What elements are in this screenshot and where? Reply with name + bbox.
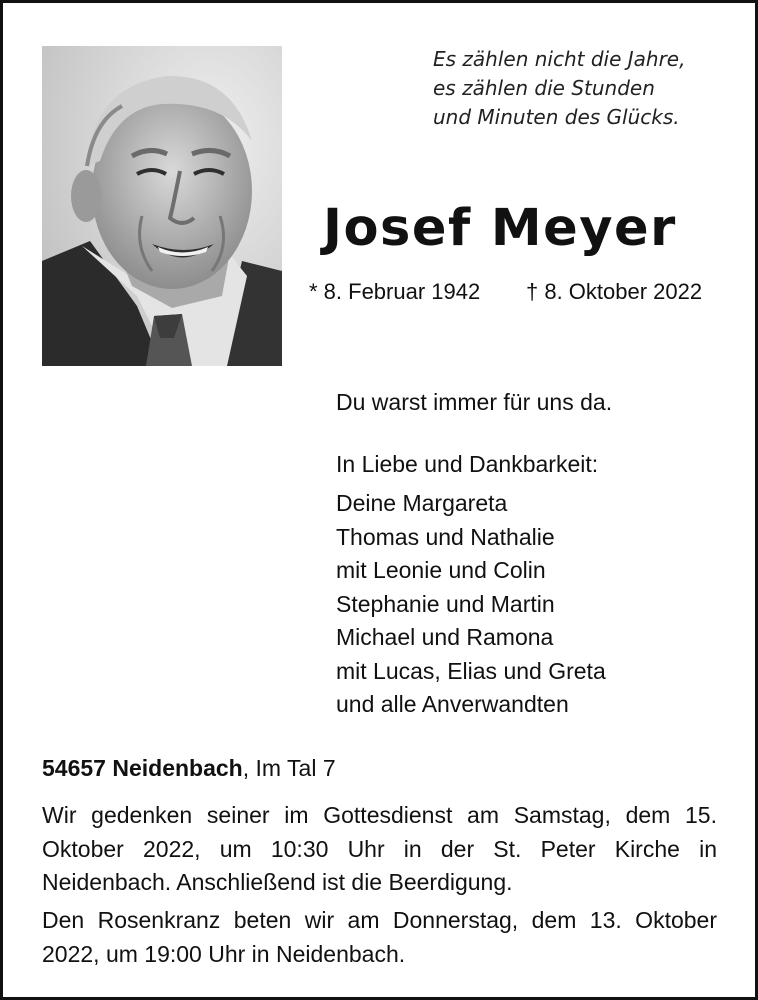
death-date: † 8. Oktober 2022 — [526, 279, 703, 304]
quote-line: es zählen die Stunden — [433, 76, 655, 100]
quote-line: und Minuten des Glücks. — [433, 105, 680, 129]
family-member: Stephanie und Martin — [336, 590, 555, 617]
birth-date: * 8. Februar 1942 — [309, 279, 481, 304]
funeral-service-text: Wir gedenken seiner im Gottesdienst am Samstag, dem 15. Oktober 2022, um 10:30 Uhr in der St. Peter Kirche in Neidenbach. Anschließend ist die Beerdigung. — [42, 802, 717, 895]
address — [42, 755, 336, 782]
family-member: Thomas und Nathalie — [336, 523, 555, 550]
family-member: mit Lucas, Elias und Greta — [336, 657, 606, 684]
address-place: 54657 Neidenbach — [42, 755, 243, 781]
family-member: und alle Anverwandten — [336, 691, 569, 717]
family-member: mit Leonie und Colin — [336, 557, 546, 583]
rosary-text: Den Rosenkranz beten wir am Donnerstag, dem 13. Oktober 2022, um 19:00 Uhr in Neidenbach. — [42, 907, 717, 967]
family-member: Deine Margareta — [336, 490, 508, 516]
memorial-quote — [433, 45, 743, 132]
portrait-photo — [42, 46, 282, 366]
deceased-name: Josef Meyer — [323, 199, 677, 258]
family-list — [336, 487, 606, 722]
quote-line: Es zählen nicht die Jahre, — [433, 47, 686, 71]
dedication: In Liebe und Dankbarkeit: — [336, 451, 599, 477]
address-street: , Im Tal 7 — [242, 755, 336, 781]
tagline: Du warst immer für uns da. — [336, 389, 613, 415]
family-member: Michael und Ramona — [336, 624, 554, 650]
